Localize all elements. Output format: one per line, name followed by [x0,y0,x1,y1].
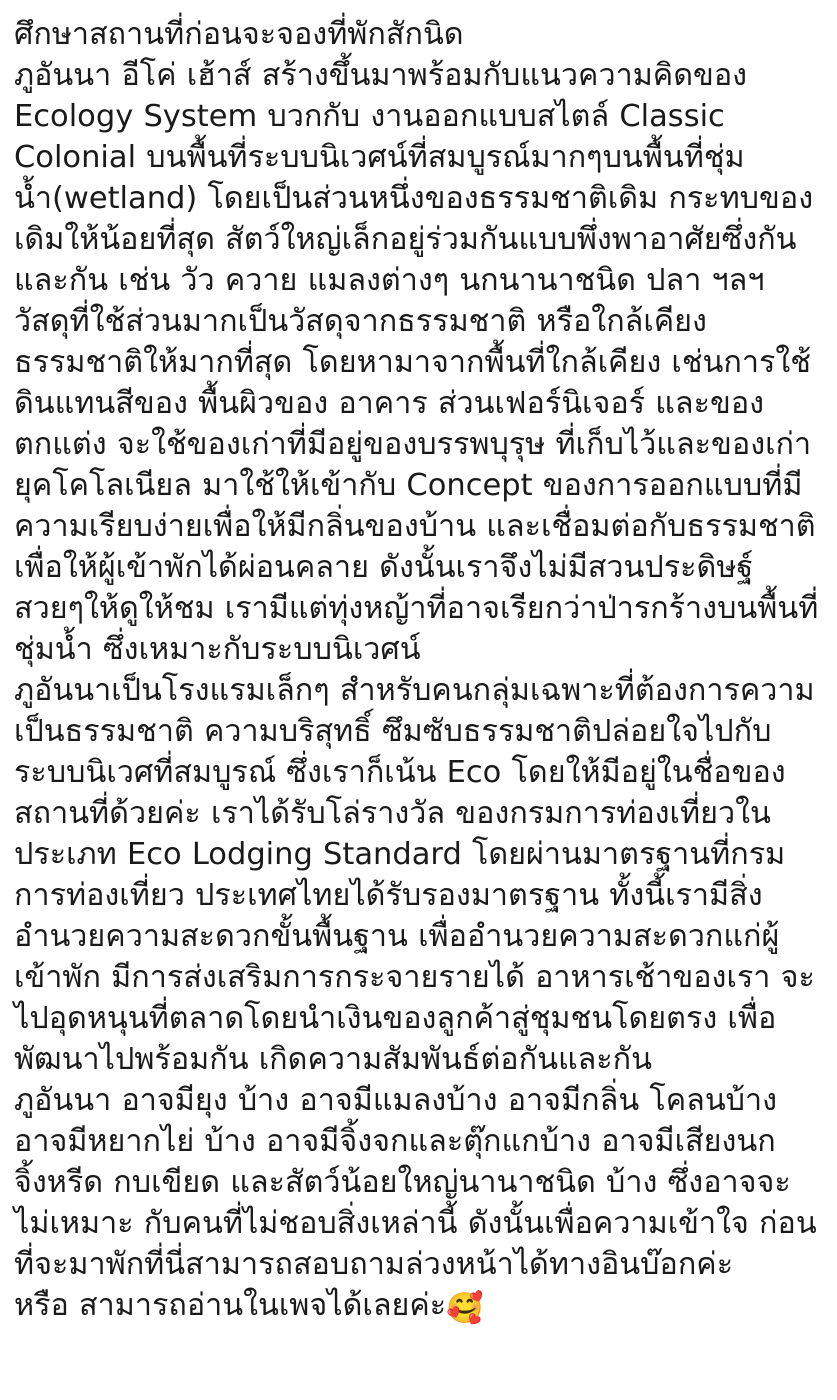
paragraph-disclaimer: ภูอันนา อาจมียุง บ้าง อาจมีแมลงบ้าง อาจมีกลิ่น โคลนบ้าง อาจมีหยากไย่ บ้าง อาจมีจิ้งจกและตุ๊กแกบ้าง อาจมีเสียงนกจิ้งหรีด กบเขียด และสัตว์น้อยใหญ่นานาชนิด บ้าง ซึ่งอาจจะไม่เหมาะ กับคนที่ไม่ชอบสิ่งเหล่านี้ ดังนั้นเพื่อความเข้าใจ ก่อนที่จะมาพักที่นี่สามารถสอบถามล่วงหน้าได้ทางอินบ๊อกค่ะ [14,1083,817,1283]
paragraph-closing [14,1285,821,1326]
paragraph-heading: ศึกษาสถานที่ก่อนจะจองที่พักสักนิด [14,17,464,52]
paragraph-concept: ภูอันนา อีโค่ เฮ้าส์ สร้างขึ้นมาพร้อมกับแนวความคิดของ Ecology System บวกกับ งานออกแบบสไตล์ Classic Colonial บนพื้นที่ระบบนิเวศน์ที่สมบูรณ์มากๆบนพื้นที่ชุ่มน้ำ(wetland) โดยเป็นส่วนหนึ่งของธรรมชาติเดิม กระทบของเดิมให้น้อยที่สุด สัตว์ใหญ่เล็กอยู่ร่วมกันแบบพึ่งพาอาศัยซึ่งกันและกัน เช่น วัว ควาย แมลงต่างๆ นกนานาชนิด ปลา ฯลฯ วัสดุที่ใช้ส่วนมากเป็นวัสดุจากธรรมชาติ หรือใกล้เคียงธรรมชาติให้มากที่สุด โดยหามาจากพื้นที่ใกล้เคียง เช่นการใช้ดินแทนสีของ พื้นผิวของ อาคาร ส่วนเฟอร์นิเจอร์ และของตกแต่ง จะใช้ของเก่าที่มีอยู่ของบรรพบุรุษ ที่เก็บไว้และของเก่ายุคโคโลเนียล มาใช้ให้เข้ากับ Concept ของการออกแบบที่มีความเรียบง่ายเพื่อให้มีกลิ่นของบ้าน และเชื่อมต่อกับธรรมชาติ เพื่อให้ผู้เข้าพักได้ผ่อนคลาย ดังนั้นเราจึงไม่มีสวนประดิษฐ์สวยๆให้ดูให้ชม เรามีแต่ทุ่งหญ้าที่อาจเรียกว่าป่ารกร้างบนพื้นที่ชุ่มน้ำ ซึ่งเหมาะกับระบบนิเวศน์ [14,58,826,668]
smiling-face-with-hearts-emoji: 🥰 [446,1291,484,1327]
closing-text: หรือ สามารถอ่านในเพจได้เลยค่ะ [14,1288,447,1324]
paragraph-hotel-award: ภูอันนาเป็นโรงแรมเล็กๆ สำหรับคนกลุ่มเฉพาะที่ต้องการความเป็นธรรมชาติ ความบริสุทธิ์ ซึมซับธรรมชาติปล่อยใจไปกับระบบนิเวศที่สมบูรณ์ ซึ่งเราก็เน้น Eco โดยให้มีอยู่ในชื่อของสถานที่ด้วยค่ะ เราได้รับโล่รางวัล ของกรมการท่องเที่ยวในประเภท Eco Lodging Standard โดยผ่านมาตรฐานที่กรมการท่องเที่ยว ประเทศไทยได้รับรองมาตรฐาน ทั้งนี้เรามีสิ่งอำนวยความสะดวกขั้นพื้นฐาน เพื่ออำนวยความสะดวกแก่ผู้เข้าพัก มีการส่งเสริมการกระจายรายได้ อาหารเช้าของเรา จะไปอุดหนุนที่ตลาดโดยนำเงินของลูกค้าสู่ชุมชนโดยตรง เพื่อพัฒนาไปพร้อมกัน เกิดความสัมพันธ์ต่อกันและกัน [14,673,815,1078]
article-body [14,14,826,1327]
